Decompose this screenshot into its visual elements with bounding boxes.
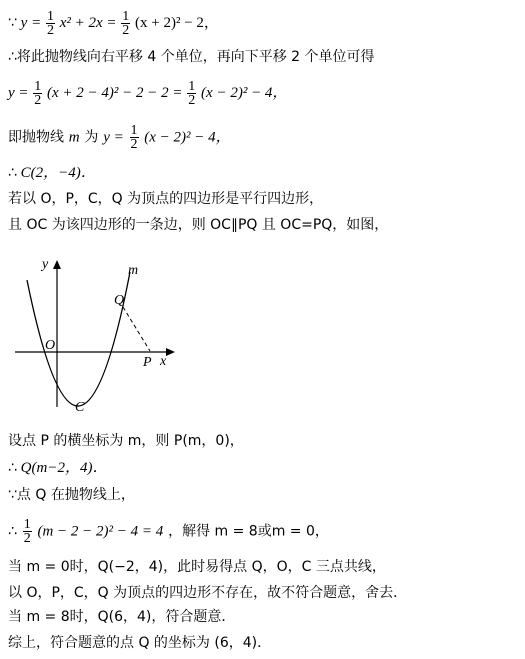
fraction-numerator: 1 xyxy=(122,9,130,24)
fraction-numerator: 1 xyxy=(46,9,54,24)
therefore-symbol: ∴ xyxy=(8,49,17,65)
fraction-numerator: 1 xyxy=(34,79,42,94)
therefore-symbol: ∴ xyxy=(8,460,17,476)
line-text: 以 O，P，C，Q 为顶点的四边形不存在，故不符合题意，舍去． xyxy=(8,585,408,601)
equation-middle: (m − 2 − 2)² − 4 = 4 xyxy=(37,523,164,540)
line-text: 且 OC 为该四边形的一条边，则 OC∥PQ 且 OC=PQ，如图， xyxy=(8,217,389,233)
parabola-figure xyxy=(10,252,185,417)
y-axis-label: y xyxy=(42,257,49,272)
fraction-denominator: 2 xyxy=(122,23,130,38)
segment-qp xyxy=(123,307,150,351)
point-c-label: C xyxy=(75,400,85,415)
line-7 xyxy=(8,216,388,234)
line-8 xyxy=(8,432,244,450)
line-2 xyxy=(8,48,375,66)
fraction-denominator: 2 xyxy=(130,137,138,152)
fraction-half xyxy=(130,124,139,151)
fraction-numerator: 1 xyxy=(23,517,31,532)
line-text: 当 m = 0时，Q(−2，4)，此时易得点 Q，O，C 三点共线， xyxy=(8,559,386,575)
fraction-half xyxy=(23,518,32,545)
parabola-graph xyxy=(10,252,185,417)
line-13 xyxy=(8,584,407,602)
line-text: 为 xyxy=(84,129,99,146)
equation-tail: (x − 2)² − 4， xyxy=(201,84,288,101)
curve-label: m xyxy=(128,263,139,278)
line-9 xyxy=(8,459,107,477)
therefore-symbol: ∴ xyxy=(8,165,17,181)
fraction-denominator: 2 xyxy=(23,531,31,546)
equation-lhs: y = xyxy=(20,14,42,31)
point-p-label: P xyxy=(143,355,152,370)
fraction-numerator: 1 xyxy=(130,123,138,138)
line-text: 若以 O，P，C，Q 为顶点的四边形是平行四边形， xyxy=(8,191,324,207)
line-4 xyxy=(8,124,231,151)
line-text: 当 m = 8时，Q(6，4)，符合题意． xyxy=(8,609,236,625)
line-10 xyxy=(8,486,135,504)
fraction-half xyxy=(187,80,196,107)
equation-tail: (x − 2)² − 4， xyxy=(144,129,231,146)
equation-middle: (x + 2 − 4)² − 2 − 2 = xyxy=(47,84,183,101)
point-q-label: Q xyxy=(114,293,125,308)
line-12 xyxy=(8,558,386,576)
line-text: Q(m−2，4)． xyxy=(20,460,108,476)
fraction-half xyxy=(121,10,130,37)
therefore-symbol: ∴ xyxy=(8,523,17,540)
line-text: 设点 P 的横坐标为 m，则 P(m，0)， xyxy=(8,433,244,449)
fraction-denominator: 2 xyxy=(188,93,196,108)
x-axis-arrow-icon xyxy=(166,348,175,356)
equation-middle: x² + 2x = xyxy=(59,14,117,31)
because-symbol: ∵ xyxy=(8,487,17,503)
line-5 xyxy=(8,164,96,182)
equation-tail: ，解得 m = 8或m = 0， xyxy=(168,523,329,540)
line-text: 即抛物线 xyxy=(8,129,64,146)
line-3 xyxy=(8,80,287,107)
line-11 xyxy=(8,518,329,545)
line-text: 将此抛物线向右平移 4 个单位，再向下平移 2 个单位可得 xyxy=(16,49,375,65)
line-text: 综上，符合题意的点 Q 的坐标为 (6，4)． xyxy=(8,635,272,651)
origin-label: O xyxy=(45,338,56,353)
fraction-half xyxy=(33,80,42,107)
equation-lhs: y = xyxy=(103,129,124,146)
equation-tail: (x + 2)² − 2， xyxy=(135,14,219,31)
x-axis-label: x xyxy=(160,354,167,369)
fraction-denominator: 2 xyxy=(34,93,42,108)
fraction-denominator: 2 xyxy=(46,23,54,38)
equation-lhs: y = xyxy=(8,84,29,101)
fraction-numerator: 1 xyxy=(188,79,196,94)
variable-m: m xyxy=(68,129,80,146)
fraction-half xyxy=(46,10,55,37)
line-14 xyxy=(8,608,235,626)
line-6 xyxy=(8,190,323,208)
line-text: 点 Q 在抛物线上， xyxy=(16,487,135,503)
because-symbol: ∵ xyxy=(8,14,17,31)
line-1 xyxy=(8,10,219,37)
y-axis-arrow-icon xyxy=(53,260,61,269)
line-15 xyxy=(8,634,271,652)
line-text: C(2，−4)． xyxy=(20,165,96,181)
